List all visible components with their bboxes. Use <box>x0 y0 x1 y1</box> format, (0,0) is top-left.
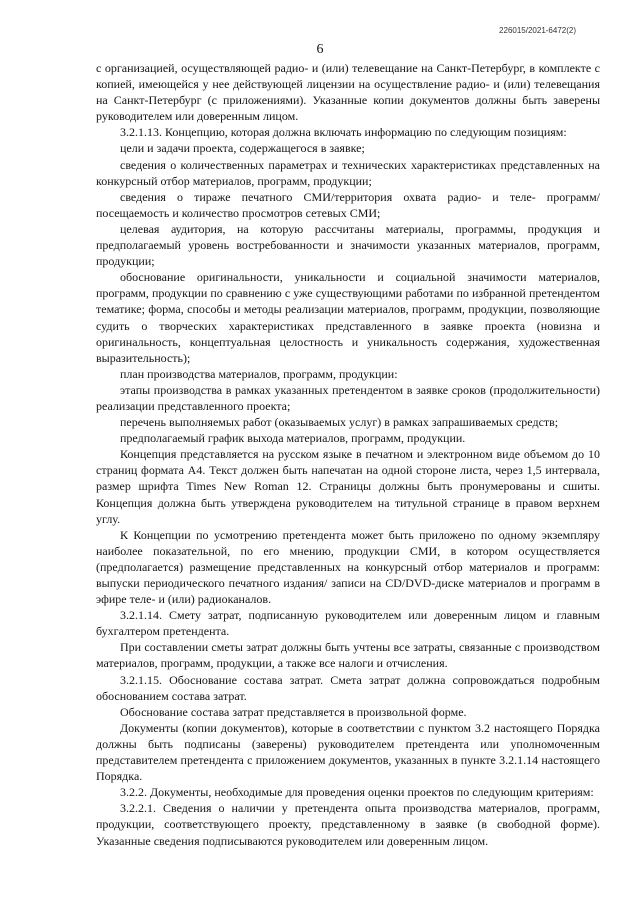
paragraph: сведения о количественных параметрах и технических характеристиках представленных на конкурсный отбор материалов, программ, продукции; <box>96 157 600 188</box>
paragraph: При составлении сметы затрат должны быть учтены все затраты, связанные с производством материалов, программ, продукции, а также все налоги и отчисления. <box>96 640 600 671</box>
paragraph: К Концепции по усмотрению претендента может быть приложено по одному экземпляру наиболее показательной, по его мнению, продукции СМИ, в котором осуществляется (предполагается) размещение представленных на конкурсный отбор материалов и программ: выпуски периодического печатного издания/ записи на CD/DVD-диске материалов и программ в эфире теле- и (или) радиоканалов. <box>96 527 600 607</box>
paragraph: 3.2.1.15. Обоснование состава затрат. Смета затрат должна сопровождаться подробным обоснованием состава затрат. <box>96 672 600 703</box>
paragraph: этапы производства в рамках указанных претендентом в заявке сроков (продолжительности) реализации представленного проекта; <box>96 382 600 413</box>
paragraph: Обоснование состава затрат представляется в произвольной форме. <box>120 704 467 719</box>
paragraph: Документы (копии документов), которые в соответствии с пунктом 3.2 настоящего Порядка должны быть подписаны (заверены) руководителем претендента или уполномоченным представителем претендента с приложением документов, указанных в пункте 3.2.1.14 настоящего Порядка. <box>96 720 600 784</box>
paragraph: 3.2.1.14. Смету затрат, подписанную руководителем или доверенным лицом и главным бухгалтером претендента. <box>96 608 600 639</box>
document-body <box>96 60 600 849</box>
document-registration-number: 226015/2021-6472(2) <box>499 26 576 35</box>
paragraph: 3.2.1.13. Концепцию, которая должна включать информацию по следующим позициям: <box>120 125 567 140</box>
paragraph: обоснование оригинальности, уникальности и социальной значимости материалов, программ, продукции по сравнению с уже существующими работами по избранной претендентом тематике; форма, способы и методы реализации материалов, программ, продукции, позволяющие судить о творческих характеристиках представленного в заявке проекта (новизна и оригинальность, концептуальная целостность и уникальность содержания, художественная выразительность); <box>96 270 600 365</box>
paragraph: 3.2.2. Документы, необходимые для проведения оценки проектов по следующим критериям: <box>120 785 594 800</box>
paragraph: предполагаемый график выхода материалов, программ, продукции. <box>120 431 466 446</box>
paragraph: 3.2.2.1. Сведения о наличии у претендента опыта производства материалов, программ, продукции, соответствующего проекту, представленному в заявке (в свободной форме). Указанные сведения подписываются руководителем или доверенным лицом. <box>96 801 600 848</box>
paragraph: план производства материалов, программ, продукции: <box>120 366 398 381</box>
paragraph: Концепция представляется на русском языке в печатном и электронном виде объемом до 10 страниц формата А4. Текст должен быть напечатан на одной стороне листа, через 1,5 интервала, размер шрифта Times New Roman 12. Страницы должны быть пронумерованы и сшиты. Концепция должна быть утверждена руководителем на титульной странице в правом верхнем углу. <box>96 447 600 526</box>
paragraph: перечень выполняемых работ (оказываемых услуг) в рамках запрашиваемых средств; <box>120 415 559 430</box>
paragraph: сведения о тираже печатного СМИ/территория охвата радио- и теле- программ/посещаемость и количество просмотров сетевых СМИ; <box>96 189 600 220</box>
paragraph: с организацией, осуществляющей радио- и (или) телевещание на Санкт-Петербург, в комплекте с копией, имеющейся у нее действующей лицензии на осуществление радио- и (или) телевещания на Санкт-Петербург (с приложениями). Указанные копии документов должны быть заверены руководителем или доверенным лицом. <box>96 61 600 124</box>
paragraph: цели и задачи проекта, содержащегося в заявке; <box>120 141 365 156</box>
page-number: 6 <box>316 42 324 57</box>
paragraph: целевая аудитория, на которую рассчитаны материалы, программы, продукция и предполагаемый уровень востребованности и значимости указанных материалов, программ, продукции; <box>96 221 600 269</box>
